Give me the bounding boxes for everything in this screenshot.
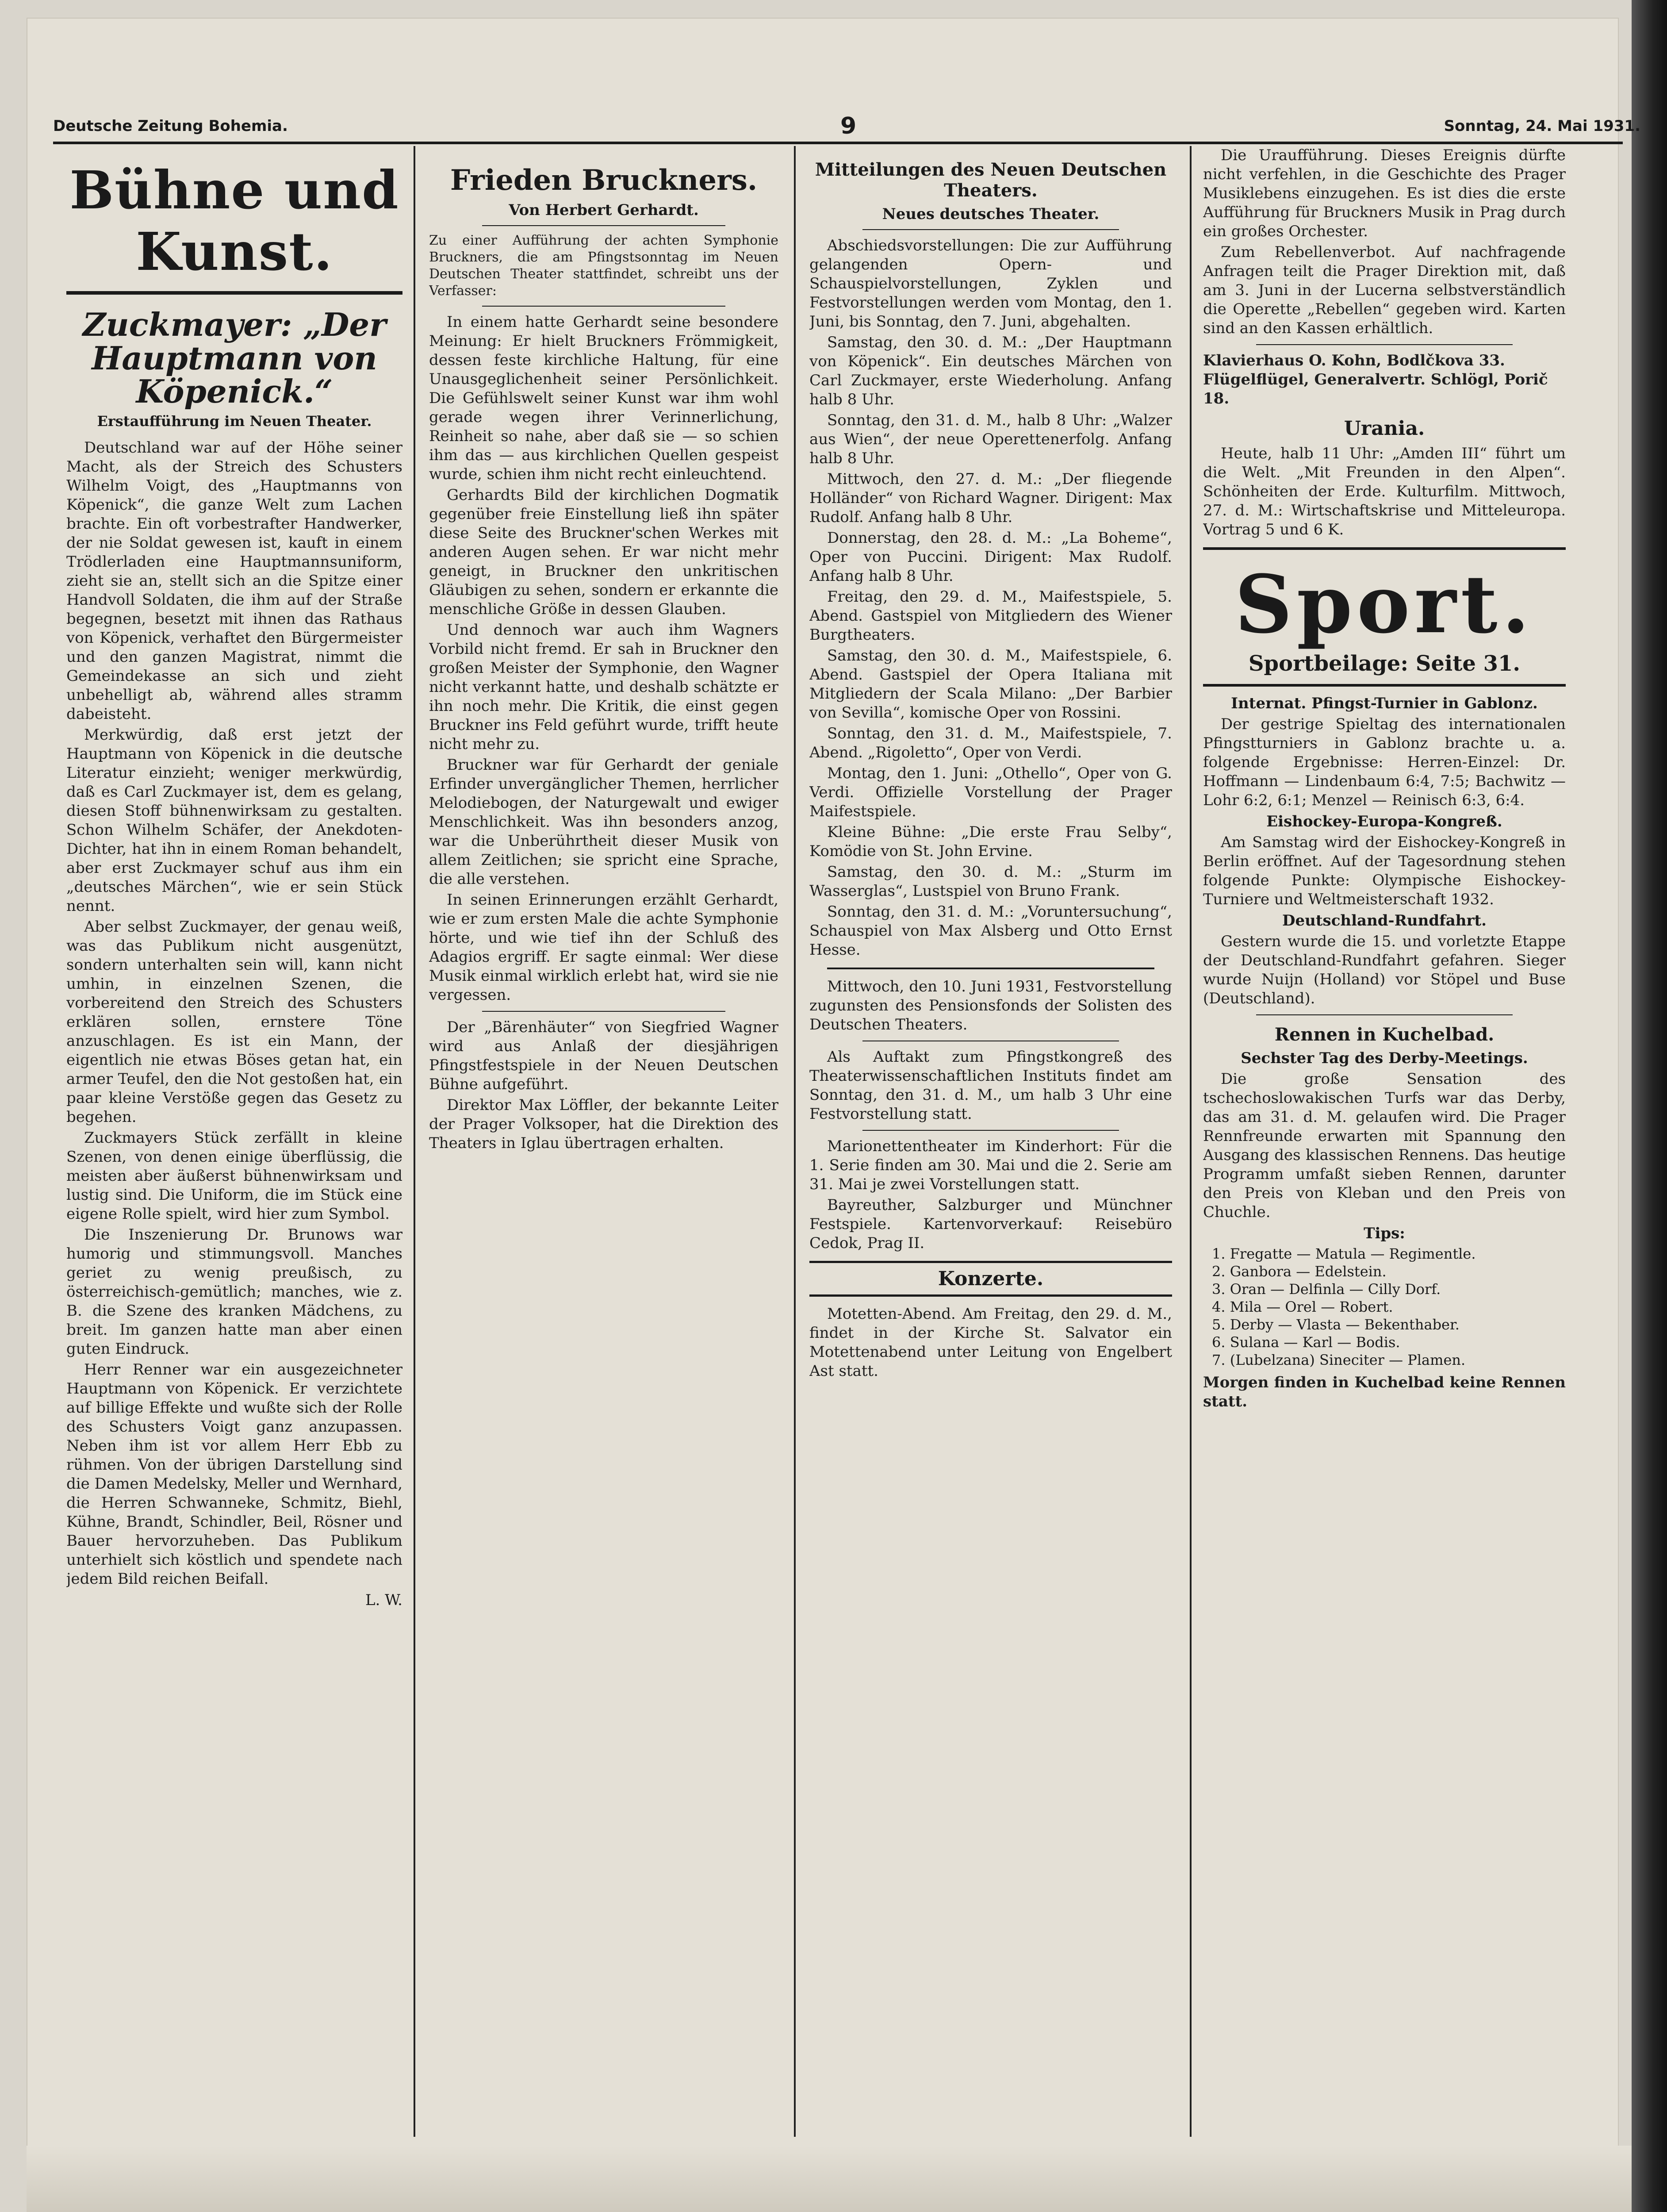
- column-rule: [794, 146, 796, 2137]
- race-title: Rennen in Kuchelbad.: [1274, 1024, 1495, 1045]
- sport-article: [1203, 715, 1566, 810]
- divider: [862, 229, 1119, 230]
- paragraph: Heute, halb 11 Uhr: „Amden III“ führt um die Welt. „Mit Freunden in den Alpen“. Schönheiten der Erde. Kulturfilm. Mittwoch, 27. d. M.: Wirtschaftskrise und Mitteleuropa. Vortrag 5 und 6 K.: [1203, 445, 1566, 538]
- advertisement: [1203, 351, 1566, 408]
- paragraph: In seinen Erinnerungen erzählt Gerhardt, wie er zum ersten Male die achte Symphonie hörte, und wie tief ihn der Schluß des Adagios ergriff. Er sagte einmal: Wer diese Musik einmal wirklich erlebt hat, wird sie nie vergessen.: [429, 891, 778, 1004]
- listing: Kleine Bühne: „Die erste Frau Selby“, Komödie von St. John Ervine.: [809, 823, 1172, 860]
- tip-item: 2. Ganbora — Edelstein.: [1212, 1263, 1387, 1280]
- paragraph: Deutschland war auf der Höhe seiner Macht, als der Streich des Schusters Wilhelm Voigt, des „Hauptmanns von Köpenick“, die ganze Welt zum Lachen brachte. Ein oft vorbestrafter Handwerker, der nie Soldat gewesen ist, kauft in einem Trödlerladen eine Hauptmannsuniform, zieht sie an, stellt sich an die Spitze einer Handvoll Soldaten, die ihm auf der Straße begegnen, besetzt mit ihnen das Rathaus von Köpenick, verhaftet den Bürgermeister und den ganzen Magistrat, nimmt die Gemeindekasse an sich und zieht unbehelligt ab, während alles stramm dabeisteht.: [66, 438, 402, 723]
- page-number: 9: [840, 113, 857, 139]
- paragraph: Am Samstag wird der Eishockey-Kongreß in Berlin eröffnet. Auf der Tagesordnung stehen folgende Punkte: Olympische Eishockey-Turniere und Weltmeisterschaft 1932.: [1203, 833, 1566, 908]
- closing-note: Morgen finden in Kuchelbad keine Rennen statt.: [1203, 1374, 1566, 1410]
- listing: Freitag, den 29. d. M., Maifestspiele, 5. Abend. Gastspiel von Mitgliedern des Wiener Burgtheaters.: [809, 588, 1172, 644]
- paragraph: Der „Bärenhäuter“ von Siegfried Wagner wird aus Anlaß der diesjährigen Pfingstfestspiele in der Neuen Deutschen Bühne aufgeführt.: [429, 1018, 778, 1093]
- header-rule: [53, 142, 1623, 144]
- paragraph: Aber selbst Zuckmayer, der genau weiß, was das Publikum nicht ausgenützt, sondern unterhalten sein will, kann nicht umhin, in einzelnen Szenen, die vorbereitend den Streich des Schusters erklären sollen, ernstere Töne anzuschlagen. Es ist ein Mann, der eigentlich nie etwas Böses getan hat, ein armer Teufel, den die Not gestoßen hat, ein paar kleine Verstöße gegen das Gesetz zu begehen.: [66, 918, 402, 1126]
- sport-article: [1203, 833, 1566, 909]
- listing: Marionettentheater im Kinderhort: Für die 1. Serie finden am 30. Mai und die 2. Serie am 31. Mai je zwei Vorstellungen statt.: [809, 1137, 1172, 1193]
- scanner-edge: [1632, 0, 1667, 2212]
- article-subtitle: Erstaufführung im Neuen Theater.: [97, 412, 372, 430]
- sport-title: Sport.: [1234, 558, 1534, 651]
- race-subtitle: Sechster Tag des Derby-Meetings.: [1241, 1049, 1528, 1067]
- paragraph: In einem hatte Gerhardt seine besondere Meinung: Er hielt Bruckners Frömmigkeit, dessen feste kirchliche Haltung, für eine Unausgeglichenheit seiner Persönlichkeit. Die Gefühlswelt seiner Kunst war ihm wohl gerade wegen ihrer Verinnerlichung, Reinheit so nahe, aber daß sie — so schien ihm das — aus kirchlichen Quellen gespeist wurde, schien ihm nicht recht einleuchtend.: [429, 313, 778, 483]
- concerts-header: Konzerte.: [809, 1261, 1172, 1297]
- divider: [482, 225, 725, 226]
- listing: Samstag, den 30. d. M.: „Sturm im Wasserglas“, Lustspiel von Bruno Frank.: [809, 863, 1172, 900]
- section-subtitle: Neues deutsches Theater.: [882, 205, 1100, 223]
- column-rule: [1190, 146, 1192, 2137]
- divider: [482, 1011, 725, 1012]
- listing: Bayreuther, Salzburger und Münchner Festspiele. Kartenvorverkauf: Reisebüro Cedok, Prag II.: [809, 1196, 1172, 1252]
- paragraph: Zum Rebellenverbot. Auf nachfragende Anfragen teilt die Prager Direktion mit, daß am 3. Juni in der Lucerna selbstverständlich die Operette „Rebellen“ gegeben wird. Karten sind an den Kassen erhältlich.: [1203, 243, 1566, 337]
- ad-line: Klavierhaus O. Kohn, Bodlčkova 33.: [1203, 352, 1505, 369]
- divider: [827, 968, 1154, 969]
- listing: Mittwoch, den 10. Juni 1931, Festvorstellung zugunsten des Pensionsfonds der Solisten des Deutschen Theaters.: [809, 978, 1172, 1033]
- paragraph: Der gestrige Spieltag des internationalen Pfingstturniers in Gablonz brachte u. a. folgende Ergebnisse: Herren-Einzel: Dr. Hoffmann — Lindenbaum 6:4, 7:5; Bachwitz — Lohr 6:2, 6:1; Menzel — Reinisch 6:3, 6:4.: [1203, 715, 1566, 809]
- column-sport: [1203, 146, 1566, 2137]
- column-frieden-bruckners: [429, 146, 778, 2137]
- paragraph: Herr Renner war ein ausgezeichneter Hauptmann von Köpenick. Er verzichtete auf billige Effekte und wußte sich der Rolle des Schusters Voigt ganz anzupassen. Neben ihm ist vor allem Herr Ebb zu rühmen. Von der übrigen Darstellung sind die Damen Medelsky, Meller und Wernhard, die Herren Schwanneke, Schmitz, Biehl, Kühne, Brandt, Schindler, Beil, Rösner und Bauer hervorzuheben. Das Publikum unterhielt sich köstlich und spendete nach jedem Bild reichen Beifall.: [66, 1360, 402, 1588]
- paragraph: Die Uraufführung. Dieses Ereignis dürfte nicht verfehlen, in die Geschichte des Prager Musiklebens einzugehen. Es ist dies die erste Aufführung für Bruckners Musik in Prag durch ein großes Orchester.: [1203, 146, 1566, 240]
- listing: Montag, den 1. Juni: „Othello“, Oper von G. Verdi. Offizielle Vorstellung der Prager Maifestspiele.: [809, 764, 1172, 820]
- article-intro: Zu einer Aufführung der achten Symphonie Bruckners, die am Pfingstsonntag im Neuen Deutschen Theater stattfindet, schreibt uns der Verfasser:: [429, 233, 778, 299]
- article-title: Zuckmayer: „Der Hauptmann von Köpenick.“: [82, 306, 387, 411]
- theater-listings: [809, 236, 1172, 1253]
- paragraph: Bruckner war für Gerhardt der geniale Erfinder unvergänglicher Themen, herrlicher Melodiebogen, der Naturgewalt und ewiger Menschlichkeit. Was ihn besonders anzog, war die Unberührtheit dieser Musik von allem Zeitlichen; sie spricht eine Sprache, die alle verstehen.: [429, 756, 778, 888]
- sport-heading: Deutschland-Rundfahrt.: [1282, 912, 1487, 929]
- urania-title: Urania.: [1344, 417, 1425, 440]
- article-title: Frieden Bruckners.: [450, 164, 758, 197]
- column-rule: [414, 146, 415, 2137]
- paragraph: Gerhardts Bild der kirchlichen Dogmatik gegenüber freie Einstellung ließ ihn später diese Seite des Bruckner'schen Werkes mit anderen Augen sehen. Er war nicht mehr geneigt, in Bruckner den unkritischen Gläubigen zu sehen, sondern er erkannte die menschliche Größe in dessen Glauben.: [429, 486, 778, 618]
- listing: Abschiedsvorstellungen: Die zur Aufführung gelangenden Opern- und Schauspielvorstellungen, Zyklen und Festvorstellungen werden vom Montag, den 1. Juni, bis Sonntag, den 7. Juni, abgehalten.: [809, 237, 1172, 330]
- sport-article: [1203, 932, 1566, 1008]
- paragraph: Direktor Max Löffler, der bekannte Leiter der Prager Volksoper, hat die Direktion des Theaters in Iglau übertragen erhalten.: [429, 1096, 778, 1152]
- race-article: [1203, 1070, 1566, 1222]
- tip-item: 1. Fregatte — Matula — Regimentle.: [1212, 1245, 1476, 1262]
- page-header: [53, 113, 1640, 139]
- music-notes: [1203, 146, 1566, 338]
- listing: Samstag, den 30. d. M., Maifestspiele, 6. Abend. Gastspiel der Opera Italiana mit Mitgliedern der Scala Milano: „Der Barbier von Sevilla“, komische Oper von Rossini.: [809, 647, 1172, 722]
- listing: Sonntag, den 31. d. M.: „Voruntersuchung“, Schauspiel von Max Alsberg und Otto Ernst Hesse.: [809, 903, 1172, 959]
- section-title: Bühne und Kunst.: [66, 159, 402, 295]
- listing: Sonntag, den 31. d. M., halb 8 Uhr: „Walzer aus Wien“, der neue Operettenerfolg. Anfang halb 8 Uhr.: [809, 411, 1172, 467]
- sport-subtitle: Sportbeilage: Seite 31.: [1248, 651, 1521, 676]
- article-body: [429, 313, 778, 1153]
- divider: [1203, 547, 1566, 550]
- urania-text: [1203, 444, 1566, 539]
- ad-line: Flügelflügel, Generalvertr. Schlögl, Porič 18.: [1203, 371, 1548, 407]
- tip-item: 3. Oran — Delfinla — Cilly Dorf.: [1212, 1281, 1441, 1298]
- listing: Als Auftakt zum Pfingstkongreß des Theaterwissenschaftlichen Instituts findet am Sonntag, den 31. d. M., um halb 3 Uhr eine Festvorstellung statt.: [809, 1048, 1172, 1123]
- tip-item: 6. Sulana — Karl — Bodis.: [1212, 1334, 1400, 1351]
- listing: Sonntag, den 31. d. M., Maifestspiele, 7. Abend. „Rigoletto“, Oper von Verdi.: [809, 725, 1172, 761]
- paragraph: Die Inszenierung Dr. Brunows war humorig und stimmungsvoll. Manches geriet zu wenig preußisch, zu österreichisch-gemütlich; manches, wie z. B. die Szene des kranken Mädchens, zu breit. Im ganzen hatte man aber einen guten Eindruck.: [66, 1225, 402, 1358]
- paragraph: Gestern wurde die 15. und vorletzte Etappe der Deutschland-Rundfahrt gefahren. Sieger wurde Nuijn (Holland) vor Stöpel und Buse (Deutschland).: [1203, 933, 1566, 1007]
- divider: [482, 306, 725, 307]
- paragraph: Zuckmayers Stück zerfällt in kleine Szenen, von denen einige überflüssig, die meisten aber äußerst bühnenwirksam und lustig sind. Die Uniform, die im Stück eine eigene Rolle spielt, wird hier zum Symbol.: [66, 1129, 402, 1223]
- paragraph: Die große Sensation des tschechoslowakischen Turfs war das Derby, das am 31. d. M. gelaufen wird. Die Prager Rennfreunde erwarten mit Spannung den Ausgang des klassischen Rennens. Das heutige Programm umfaßt sieben Rennen, darunter den Preis von Kleban und den Preis von Chuchle.: [1203, 1070, 1566, 1221]
- divider: [1203, 684, 1566, 687]
- divider: [862, 1130, 1119, 1131]
- paragraph: Merkwürdig, daß erst jetzt der Hauptmann von Köpenick in die deutsche Literatur einzieht; weniger merkwürdig, daß es Carl Zuckmayer ist, dem es gelang, diesen Stoff bühnenwirksam zu gestalten. Schon Wilhelm Schäfer, der Anekdoten-Dichter, hat ihn in einem Roman behandelt, aber erst Zuckmayer schuf aus ihm ein „deutsches Märchen“, wie er sein Stück nennt.: [66, 726, 402, 915]
- listing: Samstag, den 30. d. M.: „Der Hauptmann von Köpenick“. Ein deutsches Märchen von Carl Zuckmayer, erste Wiederholung. Anfang halb 8 Uhr.: [809, 334, 1172, 408]
- article-author: Von Herbert Gerhardt.: [509, 201, 699, 219]
- column-theater-mitteilungen: [809, 146, 1172, 2137]
- tip-item: 5. Derby — Vlasta — Bekenthaber.: [1212, 1316, 1460, 1333]
- listing: Donnerstag, den 28. d. M.: „La Boheme“, Oper von Puccini. Dirigent: Max Rudolf. Anfang halb 8 Uhr.: [809, 529, 1172, 585]
- tip-item: 7. (Lubelzana) Sineciter — Plamen.: [1212, 1352, 1466, 1368]
- sport-heading: Eishockey-Europa-Kongreß.: [1266, 813, 1502, 830]
- divider: [1256, 1014, 1513, 1015]
- tip-item: 4. Mila — Orel — Robert.: [1212, 1298, 1393, 1315]
- issue-date: Sonntag, 24. Mai 1931.: [1444, 117, 1640, 135]
- column-buehne-und-kunst: [66, 146, 402, 2137]
- tips-list: [1203, 1245, 1566, 1369]
- page-bottom: [27, 2146, 1632, 2212]
- paragraph: Und dennoch war auch ihm Wagners Vorbild nicht fremd. Er sah in Bruckner den großen Meister der Symphonie, den Wagner nicht verkannt hatte, und deshalb schätzte er ihn noch mehr. Die Kritik, die einst gegen Bruckner ins Feld geführt wurde, trifft heute nicht mehr zu.: [429, 621, 778, 753]
- listing: Mittwoch, den 27. d. M.: „Der fliegende Holländer“ von Richard Wagner. Dirigent: Max Rudolf. Anfang halb 8 Uhr.: [809, 470, 1172, 526]
- sport-heading: Internat. Pfingst-Turnier in Gablonz.: [1231, 695, 1538, 712]
- article-body: [66, 438, 402, 1589]
- paragraph: Motetten-Abend. Am Freitag, den 29. d. M., findet in der Kirche St. Salvator ein Motettenabend unter Leitung von Engelbert Ast statt.: [809, 1305, 1172, 1380]
- newspaper-name: Deutsche Zeitung Bohemia.: [53, 117, 288, 135]
- divider: [1256, 344, 1513, 345]
- tips-heading: Tips:: [1364, 1225, 1405, 1242]
- section-title: Mitteilungen des Neuen Deutschen Theaters.: [815, 159, 1167, 201]
- author-signature: L. W.: [365, 1591, 402, 1609]
- concerts-text: [809, 1305, 1172, 1381]
